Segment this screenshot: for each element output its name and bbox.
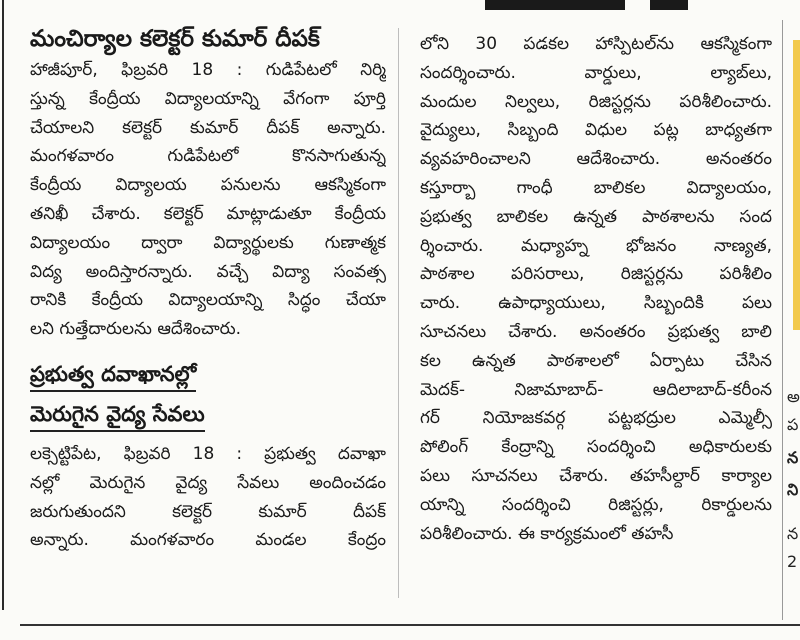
article1-line: లని గుత్తేదారులను ఆదేశించారు. <box>30 319 241 340</box>
right-column-divider <box>782 20 783 620</box>
article2-continued-line: యాన్ని సందర్శించి రిజిస్టర్లు, రికార్డులను <box>420 494 772 515</box>
article2-body <box>30 440 386 555</box>
article1-line: విద్యాలయం ద్వారా విద్యార్థులకు గుణాత్మక <box>30 232 386 253</box>
article2-continued-line: పాఠశాల పరిసరాలు, రిజిస్టర్లను పరిశీలిం <box>420 264 772 285</box>
article1-line: హాజీపూర్, ఫిబ్రవరి 18 : గుడిపేటలో నిర్మి <box>30 60 386 80</box>
article2-continued-line: వ్యవహరించాలని ఆదేశించారు. అనంతరం <box>420 149 772 170</box>
article1-line: రానికి కేంద్రీయ విద్యాలయాన్ని సిద్ధం చేయా <box>30 290 386 311</box>
article1-line: మంగళవారం గుడిపేటలో కొనసాగుతున్న <box>30 146 386 167</box>
article2-continued-line: పోలింగ్ కేంద్రాన్ని సందర్శించి అధికారులకు <box>420 437 772 458</box>
article1-line: చేయాలని కలెక్టర్ కుమార్ దీపక్ అన్నారు. <box>30 117 386 138</box>
article1-line: తనిఖీ చేశారు. కలెక్టర్ మాట్లాడుతూ కేంద్రీయ <box>30 203 386 224</box>
article2-continued-line: చారు. ఉపాధ్యాయులు, సిబ్బందికి పలు <box>420 293 772 314</box>
article2-continued-line: ప్రభుత్వ బాలికల ఉన్నత పాఠశాలను సంద <box>420 206 772 227</box>
article2-continued-line: వైద్యులు, సిబ్బంది విధుల పట్ల బాధ్యతగా <box>420 120 772 141</box>
article2-continued-line: గర్ నియోజకవర్గ పట్టభద్రుల ఎమ్మెల్సీ <box>420 408 772 429</box>
article2-line: జరుగుతుందని కలెక్టర్ కుమార్ దీపక్ <box>30 501 386 522</box>
article1-line: కేంద్రీయ విద్యాలయ పనులను ఆకస్మికంగా <box>30 175 386 196</box>
article2-continued-line: కస్తూర్బా గాంధీ బాలికల విద్యాలయం, <box>420 177 772 198</box>
article1-headline: మంచిర్యాల కలెక్టర్ కుమార్ దీపక్ <box>30 26 320 52</box>
article2-line: లక్సెట్టిపేట, ఫిబ్రవరి 18 : ప్రభుత్వ దవాఖా <box>30 443 386 464</box>
edge-fragment: 2 <box>787 552 798 571</box>
article2-continued-line: సందర్శించారు. వార్డులు, ల్యాబ్‌లు, <box>420 62 772 83</box>
article2-line: నల్లో మెరుగైన వైద్య సేవలు అందించడం <box>30 472 386 493</box>
article2-continued-line: మెదక్- నిజామాబాద్- ఆదిలాబాద్-కరీంన <box>420 379 772 400</box>
left-border-rule <box>2 0 4 610</box>
article2-headline-line2: మెరుగైన వైద్య సేవలు <box>30 398 205 432</box>
masthead-fragment-b <box>650 0 688 10</box>
edge-fragment: ప <box>787 415 799 434</box>
article2-continued-line: లోని 30 పడకల హాస్పిటల్‌ను ఆకస్మికంగా <box>420 34 772 54</box>
middle-column <box>420 30 772 548</box>
edge-fragment: ని <box>787 480 799 499</box>
article1-line: విద్య అందిస్తారన్నారు. వచ్చే విద్యా సంవత్స <box>30 261 386 282</box>
article2-headline-line1: ప్రభుత్వ దవాఖానల్లో <box>30 358 196 392</box>
bottom-rule <box>20 624 800 626</box>
left-column <box>30 0 386 555</box>
article2-headline <box>30 358 386 432</box>
article2-line: అన్నారు. మంగళవారం మండల కేంద్రం <box>30 530 386 551</box>
edge-fragment: అ <box>787 387 800 406</box>
article1-body <box>30 56 386 344</box>
article2-continued-line: మందుల నిల్వలు, రిజిస్టర్లను పరిశీలించారు. <box>420 91 772 112</box>
article2-continued-line: సూచనలు చేశారు. అనంతరం ప్రభుత్వ బాలి <box>420 321 772 342</box>
column-divider <box>398 28 399 598</box>
article2-continued-line: కల ఉన్నత పాఠశాలలో ఏర్పాటు చేసిన <box>420 350 772 371</box>
adjacent-ad-edge <box>793 40 800 330</box>
masthead-fragment <box>485 0 625 10</box>
article1-line: స్తున్న కేంద్రీయ విద్యాలయాన్ని వేగంగా పూర్తి <box>30 88 386 109</box>
article2-continued-line: ర్శించారు. మధ్యాహ్న భోజనం నాణ్యత, <box>420 235 772 256</box>
article2-continued-line: పరిశీలించారు. ఈ కార్యక్రమంలో తహసీ <box>420 523 674 544</box>
edge-fragment: న <box>787 524 799 543</box>
article2-continued <box>420 30 772 548</box>
edge-fragment: న <box>787 448 799 467</box>
article2-continued-line: పలు సూచనలు చేశారు. తహసీల్దార్ కార్యాల <box>420 465 772 486</box>
